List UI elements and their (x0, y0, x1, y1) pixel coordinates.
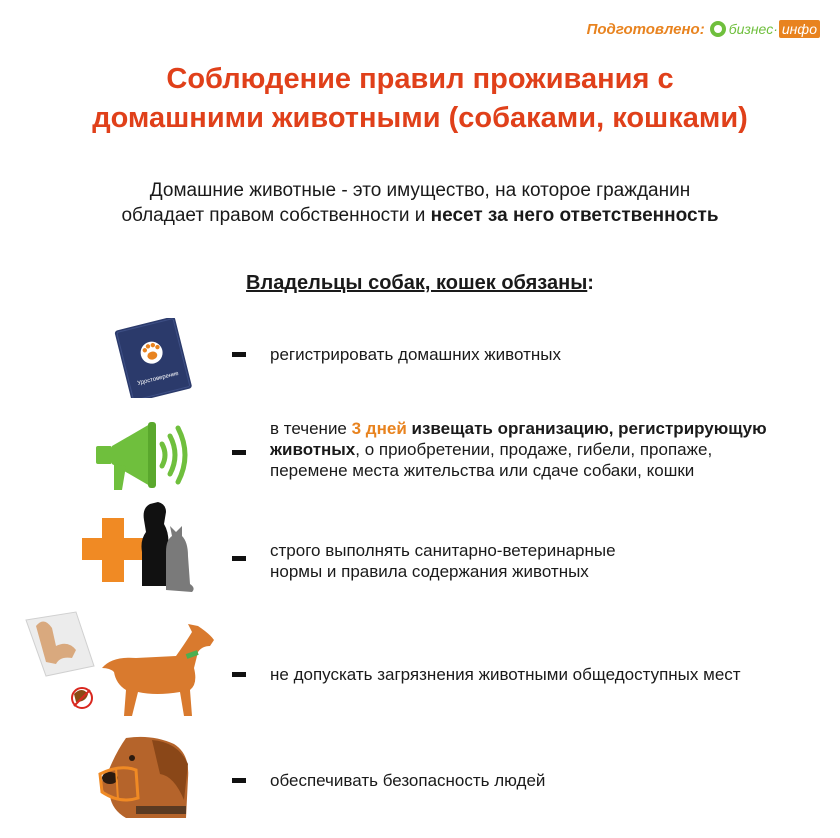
item-text: не допускать загрязнения животными общедоступных мест (270, 665, 741, 684)
item-line-2: нормы и правила содержания животных (270, 562, 589, 581)
credit (587, 20, 820, 38)
section-heading-colon: : (587, 272, 594, 294)
bullet-dash (232, 352, 246, 357)
dog-waste-icon (16, 606, 226, 721)
item-line-2: животных, о приобретении, продаже, гибели, пропаже, (270, 440, 713, 459)
page-title (0, 60, 840, 138)
intro-text (0, 178, 840, 228)
intro-line-2 (0, 203, 840, 228)
bullet-dash (232, 556, 246, 561)
bullet-dash (232, 778, 246, 783)
item-text: регистрировать домашних животных (270, 345, 561, 364)
item-text: обеспечивать безопасность людей (270, 771, 546, 790)
intro-line-2-plain: обладает правом собственности и (121, 205, 431, 226)
bullet-dash (232, 672, 246, 677)
logo-text-part1: бизнес· (728, 21, 778, 37)
title-line-2: домашними животными (собаками, кошками) (92, 102, 748, 134)
section-heading (0, 272, 840, 295)
logo (710, 20, 820, 38)
megaphone-icon (92, 416, 192, 496)
item-line-3: перемене места жительства или сдаче собаки, кошки (270, 461, 695, 480)
bullet-dash (232, 450, 246, 455)
title-line-1: Соблюдение правил проживания с (166, 63, 674, 95)
item-text (270, 418, 820, 481)
passport-label: Удостоверение (136, 370, 180, 387)
logo-icon (710, 21, 726, 37)
intro-line-2-bold: несет за него ответственность (430, 205, 719, 226)
intro-line-1: Домашние животные - это имущество, на которое гражданин (149, 180, 691, 201)
item-text (270, 540, 820, 582)
section-heading-text: Владельцы собак, кошек обязаны (246, 272, 588, 294)
highlight-days: 3 дней (351, 419, 407, 438)
muzzle-dog-icon (96, 734, 196, 824)
vet-icon (80, 500, 200, 595)
passport-icon (110, 318, 200, 398)
item-line-1: строго выполнять санитарно-ветеринарные (270, 541, 616, 560)
logo-text-part2: инфо (779, 20, 820, 38)
credit-label: Подготовлено: (586, 20, 705, 38)
item-line-1: в течение 3 дней извещать организацию, регистрирующую (270, 419, 767, 438)
